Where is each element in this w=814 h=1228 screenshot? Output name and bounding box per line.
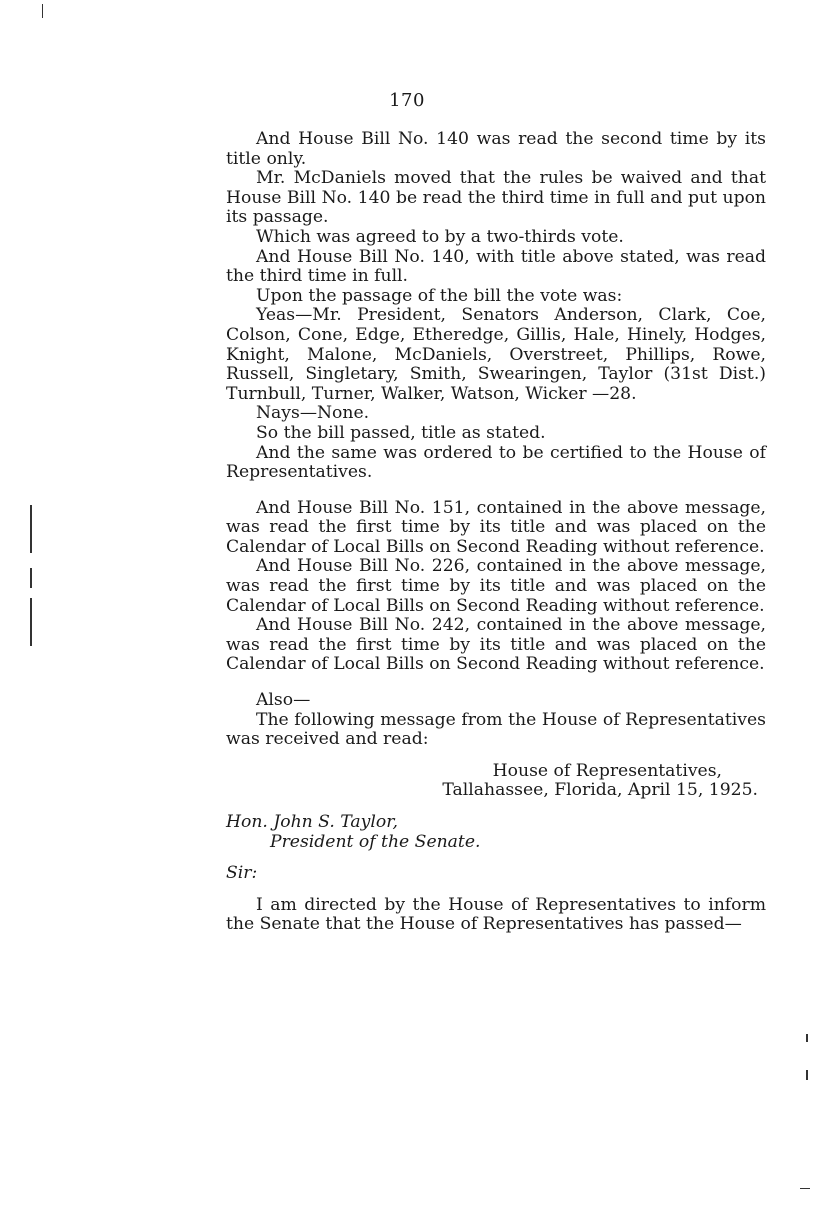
- paragraph-nays: Nays—None.: [256, 403, 370, 424]
- paragraph-third-reading: And House Bill No. 140, with title above stated, was read the third time in full.: [226, 246, 766, 287]
- margin-mark-right: [806, 1034, 808, 1042]
- margin-mark-right: [806, 1070, 808, 1080]
- paragraph-bill-242: And House Bill No. 242, contained in the above message, was read the first time by its title and was placed on the Calendar of Local Bills on Second Reading without reference.: [226, 615, 766, 675]
- margin-mark-top: [42, 4, 43, 18]
- margin-mark-left: [30, 568, 32, 588]
- letter-salutation: Sir:: [226, 863, 258, 884]
- margin-mark-left: [30, 505, 32, 553]
- paragraph-agreed: Which was agreed to by a two-thirds vote.: [256, 226, 624, 247]
- margin-mark-right: [800, 1188, 810, 1189]
- margin-mark-left: [30, 598, 32, 646]
- paragraph-vote-intro: Upon the passage of the bill the vote was:: [256, 285, 623, 306]
- paragraph-bill-226: And House Bill No. 226, contained in the above message, was read the first time by its title and was placed on the Calendar of Local Bills on Second Reading without reference.: [226, 556, 766, 616]
- paragraph-message-intro: The following message from the House of Representatives was received and read:: [226, 709, 766, 750]
- letter-body: I am directed by the House of Representatives to inform the Senate that the House of Representatives has passed—: [226, 894, 766, 935]
- letter-addressee-title: President of the Senate.: [270, 831, 481, 852]
- page-number: 170: [389, 90, 425, 111]
- document-body: [226, 130, 766, 935]
- letter-addressee: Hon. John S. Taylor,: [226, 812, 398, 832]
- paragraph-also: Also—: [256, 690, 311, 711]
- paragraph-bill-151: And House Bill No. 151, contained in the above message, was read the first time by its title and was placed on the Calendar of Local Bills on Second Reading without reference.: [226, 497, 766, 557]
- paragraph-motion: Mr. McDaniels moved that the rules be waived and that House Bill No. 140 be read the third time in full and put upon its passage.: [226, 168, 766, 228]
- letter-from-line1: House of Representatives,: [492, 760, 722, 781]
- letter-from-line2: Tallahassee, Florida, April 15, 1925.: [442, 780, 758, 801]
- paragraph-yeas: Yeas—Mr. President, Senators Anderson, Clark, Coe, Colson, Cone, Edge, Etheredge, Gillis, Hale, Hinely, Hodges, Knight, Malone, McDaniels, Overstreet, Phillips, Rowe, Russell, Singletary, Smith, Swearingen, Taylor (31st Dist.) Turnbull, Turner, Walker, Watson, Wicker —28.: [226, 305, 766, 404]
- paragraph-second-reading: And House Bill No. 140 was read the second time by its title only.: [226, 129, 766, 169]
- paragraph-passed: So the bill passed, title as stated.: [256, 422, 546, 443]
- paragraph-certified: And the same was ordered to be certified to the House of Representatives.: [226, 442, 766, 483]
